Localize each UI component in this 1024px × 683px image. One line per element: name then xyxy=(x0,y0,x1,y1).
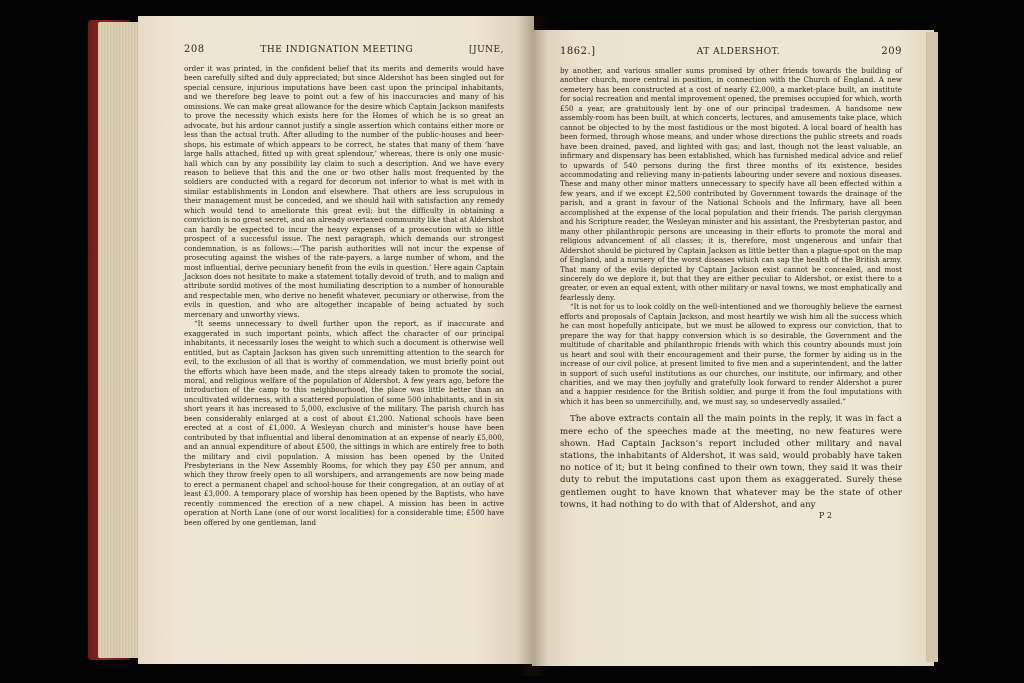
paragraph: order it was printed, in the confident belief that its merits and demerits would have been carefully sifted and duly appreciated; but since Aldershot has been singled out for special censure, injurious imputations have been cast upon the principal inhabitants, and we therefore beg leave to point out a few of his inaccuracies and many of his omissions. We can make great allowance for the desire which Captain Jackson manifests to prove the necessity which exists here for the Homes of which he is so great an advocate, but his ardour cannot justify a single assertion which contains either more or less than the actual truth. After alluding to the number of the public-houses and beer-shops, his estimate of which appears to be correct, he states that many of them ‘have large halls attached, fitted up with great splendour,’ whereas, there is only one music-hall which can by any possibility lay claim to such a description. And we have every reason to believe that this and the one or two other halls most frequented by the soldiers are conducted with a regard for decorum not inferior to what is met with in similar establishments in London and elsewhere. That others are less scrupulous in their management must be conceded, and we should hail with satisfaction any remedy which would tend to ameliorate this great evil; but the difficulty in obtaining a conviction is no great secret, and an already overtaxed community like that at Aldershot can hardly be expected to incur the heavy expenses of a prosecution with so little prospect of a successful issue. The next paragraph, which demands our strongest condemnation, is as follows:—‘The parish authorities will not incur the expense of prosecuting against the wishes of the rate-payers, a large number of whom, and the most influential, derive pecuniary benefit from the evils in question.’ Here again Captain Jackson does not hesitate to make a statement totally devoid of truth, and to malign and attribute sordid motives of the most humiliating description to a number of honourable and respectable men, who derive no benefit whatever, pecuniary or otherwise, from the evils in question, and who are altogether incapable of being actuated by such mercenary and unworthy views. xyxy=(184,64,504,319)
left-page-header xyxy=(184,44,504,58)
left-running-title: THE INDIGNATION MEETING xyxy=(260,45,414,55)
closing-paragraph: The above extracts contain all the main points in the reply, it was in fact a mere echo of the speeches made at the meeting, no new features were shown. Had Captain Jackson’s report included other military and naval stations, the inhabitants of Aldershot, it was said, would probably have taken no notice of it; but it being confined to their own town, they said it was their duty to rebut the imputations cast upon them as exaggerated. Surely these gentlemen ought to have known that whatever may be the state of other towns, it had nothing to do with that of Aldershot, and any xyxy=(560,414,902,510)
right-closing-body xyxy=(560,413,902,511)
right-page-body xyxy=(560,66,902,406)
right-running-title: AT ALDERSHOT. xyxy=(696,47,781,57)
left-page xyxy=(138,16,534,664)
right-page xyxy=(532,30,934,666)
paragraph: “It is not for us to look coldly on the well-intentioned and we thoroughly believe the earnest efforts and proposals of Captain Jackson, and most heartily we wish him all the success which he can most hopefully anticipate, but we must be allowed to express our conviction, that to prepare the way for that happy conversion which is so desirable, the Government and the multitude of charitable and philanthropic friends with which this country abounds must join us heart and soul with their encouragement and their purse, the former by aiding us in the increase of our civil police, at present limited to five men and a superintendent, and the latter in support of such useful institutions as our churches, our institute, our infirmary, and other charities, and we may then joyfully and gratefully look forward to render Aldershot a purer and a happier residence for the British soldier, and purge it from the foul imputations with which it has been so unmercifully, and, we must say, so undeservedly assailed.” xyxy=(560,302,902,406)
left-date-marker: [JUNE, xyxy=(468,45,504,55)
paragraph: “It seems unnecessary to dwell further upon the report, as if inaccurate and exaggerated in such important points, which affect the character of our principal inhabitants, it necessarily loses the weight to which such a document is otherwise well entitled, but as Captain Jackson has given such unremitting attention to the search for evil, to the exclusion of all that is worthy of commendation, we must briefly point out the efforts which have been made, and the steps already taken to promote the social, moral, and religious welfare of the population of Aldershot. A few years ago, before the introduction of the camp to this neighbourhood, the place was little better than an uncultivated wilderness, with a scattered population of some 500 inhabitants, and in six short years it has increased to 5,000, exclusive of the military. The parish church has been considerably enlarged at a cost of about £1,200. National schools have been erected at a cost of £1,000. A Wesleyan church and minister’s house have been contributed by that influential and liberal denomination at an expense of nearly £5,000, and an annual expenditure of about £500, the sittings in which are entirely free to both the military and civil population. A mission has been opened by the United Presbyterians in the New Assembly Rooms, for which they pay £50 per annum, and which they throw freely open to all worshipers, and arrangements are now being made to erect a permanent chapel and school-house for their congregation, at an outlay of at least £3,000. A temporary place of worship has been opened by the Baptists, who have recently commenced the erection of a new chapel. A mission has been in active operation at North Lane (one of our worst localities) for a considerable time; £500 have been offered by one gentleman, land xyxy=(184,319,504,527)
open-book xyxy=(88,16,936,664)
right-page-header xyxy=(560,46,902,60)
signature-mark: P 2 xyxy=(818,510,832,520)
left-page-number: 208 xyxy=(184,44,205,55)
right-date-marker: 1862.] xyxy=(560,46,596,57)
right-page-number: 209 xyxy=(881,46,902,57)
left-page-body xyxy=(184,64,504,527)
page-edges-right xyxy=(926,32,938,662)
paragraph: by another, and various smaller sums promised by other friends towards the building of another church, more central in position, in connection with the Church of England. A new cemetery has been constructed at a cost of nearly £2,000, a market-place built, an institute for social recreation and mental improvement opened, the premises occupied for which, worth £50 a year, are gratuitously lent by one of our principal tradesmen. A handsome new assembly-room has been built, at which concerts, lectures, and amusements take place, which cannot be objected to by the most fastidious or the most bigoted. A local board of health has been formed, through whose means, and under whose directions the public streets and roads have been drained, paved, and lighted with gas; and last, though not the least valuable, an infirmary and dispensary has been established, which has furnished medical advice and relief to upwards of 540 persons during the first three months of its existence, besides accommodating and relieving many in-patients labouring under severe and noxious diseases. These and many other minor matters unnecessary to specify have all been effected within a few years, and if we except £2,500 contributed by Government towards the drainage of the parish, and a grant in favour of the National Schools and the Infirmary, have all been accomplished at the expense of the local population and their friends. The parish clergyman and his Scripture reader, the Wesleyan minister and his assistant, the Presbyterian pastor, and many other philanthropic persons are unceasing in their efforts to promote the moral and religious advancement of all classes; it is, therefore, most ungenerous and unfair that Aldershot should be pictured by Captain Jackson as little better than a plague-spot on the map of England, and a nursery of the worst diseases which can sap the health of the British army. That many of the evils depicted by Captain Jackson exist cannot be concealed, and most sincerely do we deplore it, but that they are either peculiar to Aldershot, or exist there to a greater, or even an equal extent, with other military or naval towns, we most emphatically and fearlessly deny. xyxy=(560,66,902,302)
